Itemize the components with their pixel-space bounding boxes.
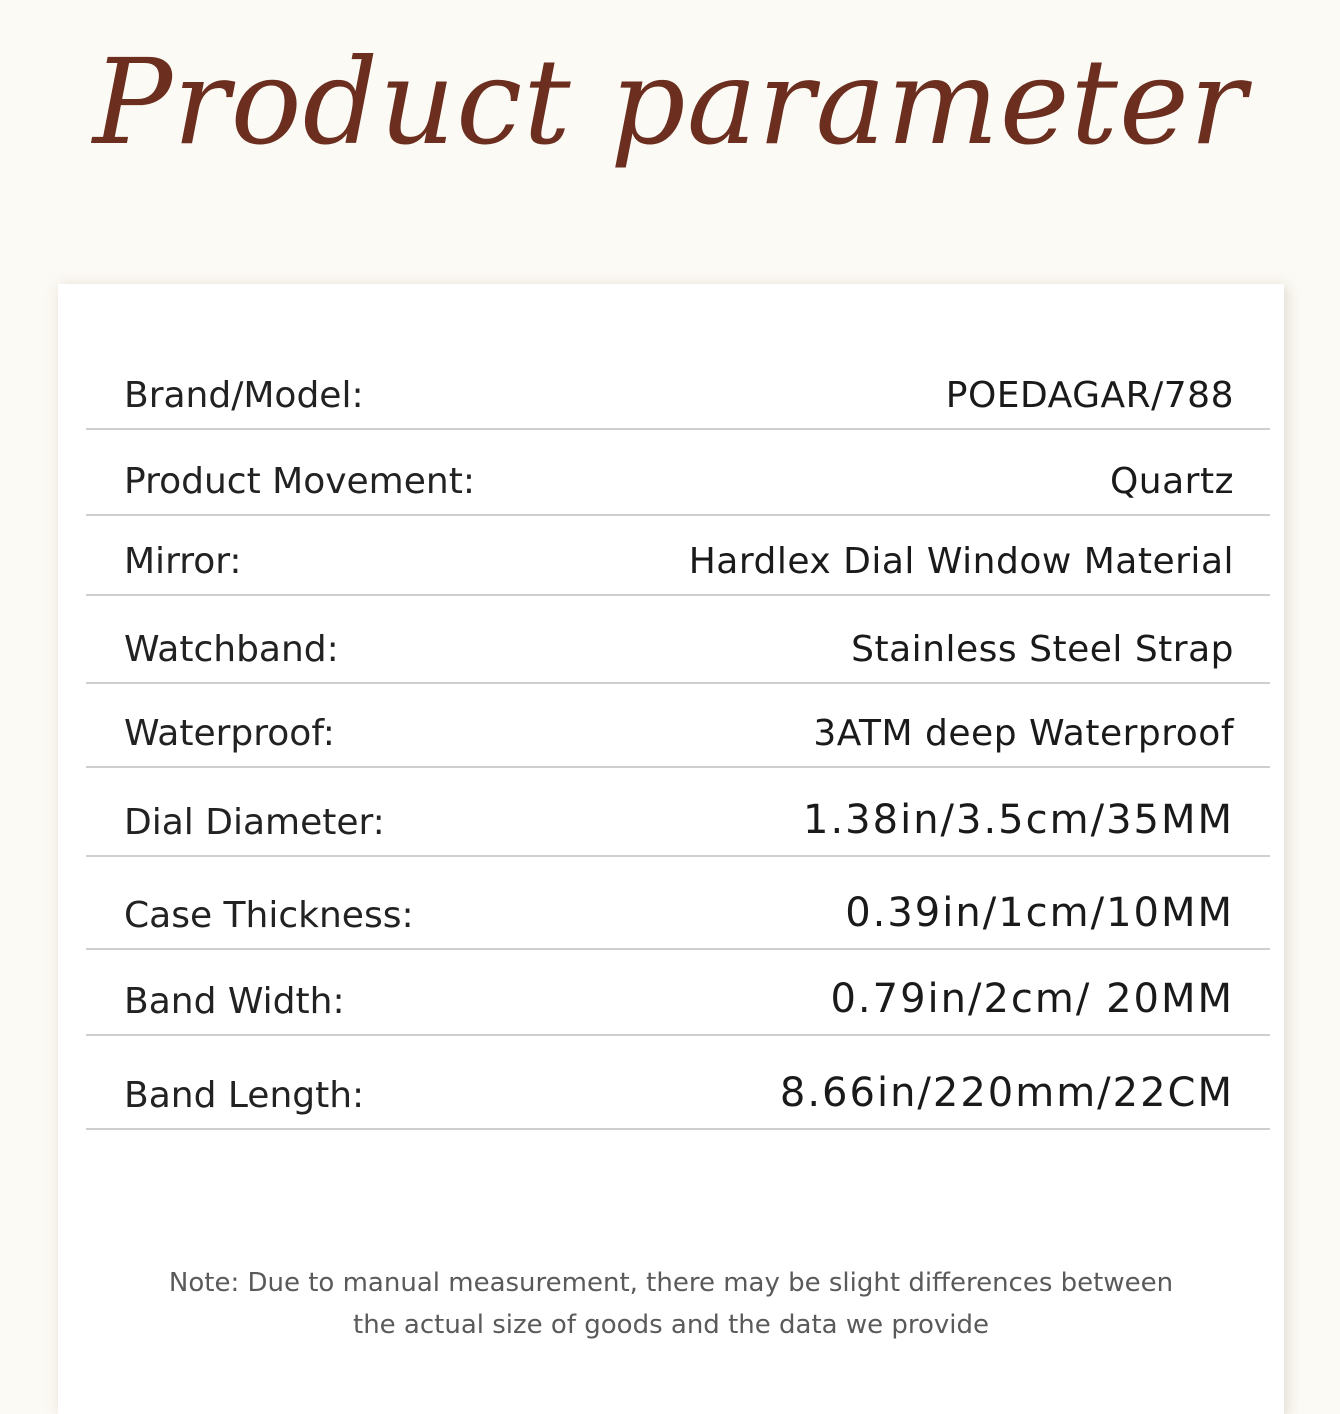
- spec-label: Band Length:: [124, 1075, 365, 1116]
- spec-label: Mirror:: [124, 541, 242, 582]
- spec-value: 1.38in/3.5cm/35MM: [803, 797, 1234, 843]
- spec-label: Product Movement:: [124, 461, 475, 502]
- spec-value: 3ATM deep Waterproof: [813, 713, 1234, 754]
- spec-row-band-width: [86, 950, 1270, 1036]
- spec-card: [58, 284, 1284, 1414]
- spec-value: 0.79in/2cm/ 20MM: [830, 976, 1234, 1022]
- spec-label: Dial Diameter:: [124, 802, 385, 843]
- spec-label: Watchband:: [124, 629, 339, 670]
- spec-row-dial-diameter: [86, 768, 1270, 857]
- measurement-note: [58, 1262, 1284, 1346]
- page-title: Product parameter: [92, 33, 1248, 171]
- spec-label: Band Width:: [124, 981, 345, 1022]
- spec-row-product-movement: [86, 430, 1270, 516]
- spec-label: Brand/Model:: [124, 375, 364, 416]
- spec-value: Stainless Steel Strap: [851, 629, 1234, 670]
- spec-value: 8.66in/220mm/22CM: [779, 1070, 1234, 1116]
- spec-value: POEDAGAR/788: [945, 375, 1234, 416]
- spec-row-watchband: [86, 596, 1270, 684]
- spec-value: Hardlex Dial Window Material: [688, 541, 1234, 582]
- spec-row-case-thickness: [86, 857, 1270, 950]
- note-line-2: the actual size of goods and the data we provide: [353, 1310, 989, 1340]
- spec-value: 0.39in/1cm/10MM: [845, 890, 1234, 936]
- spec-row-band-length: [86, 1036, 1270, 1130]
- spec-value: Quartz: [1109, 461, 1234, 502]
- spec-label: Case Thickness:: [124, 895, 414, 936]
- spec-label: Waterproof:: [124, 713, 335, 754]
- note-line-1: Note: Due to manual measurement, there may be slight differences between: [168, 1268, 1174, 1298]
- spec-row-waterproof: [86, 684, 1270, 768]
- spec-row-mirror: [86, 516, 1270, 596]
- spec-row-brand-model: [86, 344, 1270, 430]
